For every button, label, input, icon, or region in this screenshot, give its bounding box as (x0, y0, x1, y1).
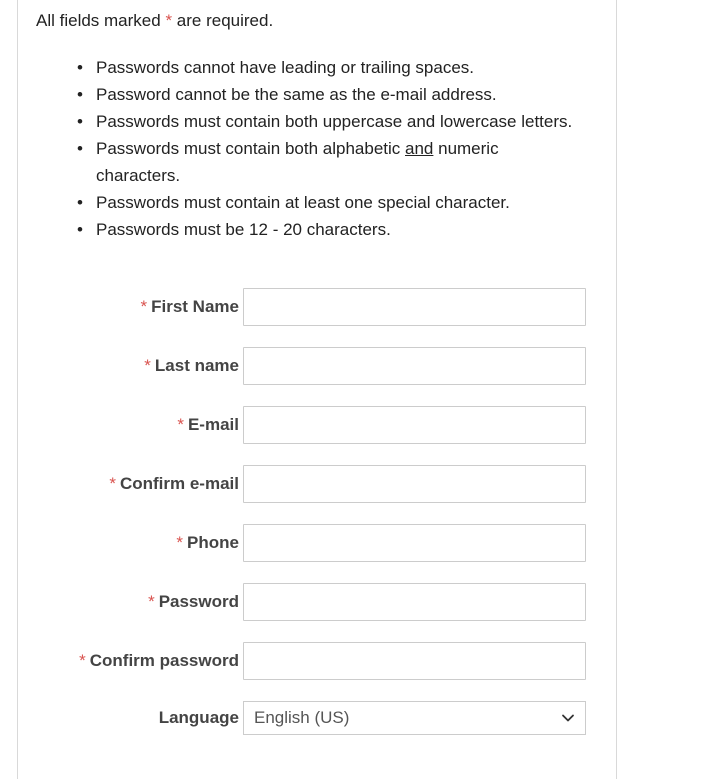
email-row (18, 406, 618, 444)
bullet-icon: • (77, 139, 83, 158)
confirm-password-label: * Confirm password (79, 651, 239, 670)
confirm-password-input[interactable] (243, 642, 586, 680)
password-rule-item: • Passwords must contain both alphabetic and numeric characters. (76, 135, 606, 189)
first-name-input[interactable] (243, 288, 586, 326)
confirm-email-label: * Confirm e-mail (109, 474, 239, 493)
bullet-icon: • (77, 193, 83, 212)
required-star-symbol: * (144, 356, 151, 375)
chevron-down-icon (561, 711, 575, 725)
bullet-icon: • (77, 85, 83, 104)
bullet-icon: • (77, 220, 83, 239)
password-input[interactable] (243, 583, 586, 621)
last-name-label: * Last name (144, 356, 239, 375)
confirm-email-input[interactable] (243, 465, 586, 503)
password-rule-item: • Password cannot be the same as the e-mail address. (76, 81, 606, 108)
phone-label: * Phone (176, 533, 239, 552)
required-fields-note (36, 10, 273, 32)
required-star-symbol: * (176, 533, 184, 552)
underlined-word: and (405, 139, 434, 158)
language-row (18, 701, 618, 739)
phone-row (18, 524, 618, 562)
bullet-icon: • (77, 112, 83, 131)
language-label: Language (158, 708, 239, 727)
password-rule-item: • Passwords must be 12 - 20 characters. (76, 216, 606, 243)
confirm-password-row (18, 642, 618, 680)
last-name-row (18, 347, 618, 385)
required-star-symbol: * (140, 297, 148, 316)
required-note-suffix: are required. (172, 11, 274, 30)
last-name-input[interactable] (243, 347, 586, 385)
required-star-symbol: * (177, 415, 184, 434)
required-note-prefix: All fields marked (36, 11, 166, 30)
required-star-symbol: * (165, 11, 173, 30)
required-star-symbol: * (109, 474, 116, 493)
language-select[interactable] (243, 701, 586, 735)
password-label: * Password (148, 592, 239, 611)
password-rule-item: • Passwords cannot have leading or trailing spaces. (76, 54, 606, 81)
password-row (18, 583, 618, 621)
language-selected-value: English (US) (254, 708, 350, 727)
password-rule-item: • Passwords must contain at least one special character. (76, 189, 606, 216)
registration-panel (17, 0, 617, 779)
required-star-symbol: * (148, 592, 155, 611)
password-rules-list (76, 54, 606, 243)
confirm-email-row (18, 465, 618, 503)
email-input[interactable] (243, 406, 586, 444)
password-rule-item: • Passwords must contain both uppercase and lowercase letters. (76, 108, 606, 135)
first-name-row (18, 288, 618, 326)
phone-input[interactable] (243, 524, 586, 562)
bullet-icon: • (77, 58, 83, 77)
first-name-label: * First Name (140, 297, 239, 316)
email-label: * E-mail (177, 415, 239, 434)
required-star-symbol: * (79, 651, 86, 670)
